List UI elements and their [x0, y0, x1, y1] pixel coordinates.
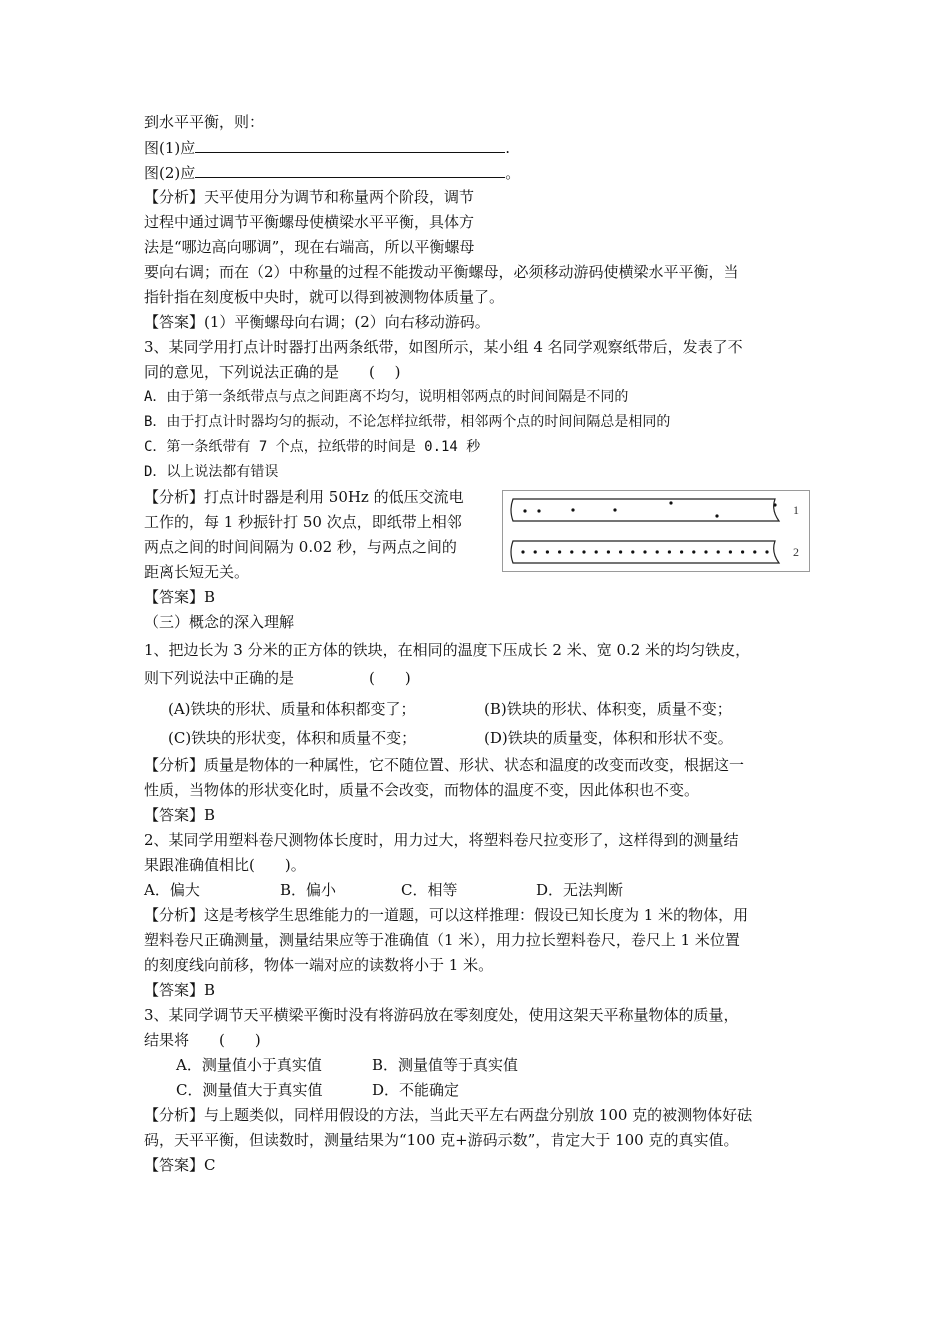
question-line: 3、某同学调节天平横梁平衡时没有将游码放在零刻度处，使用这架天平称量物体的质量，	[144, 1006, 739, 1024]
tape-1-dots	[523, 501, 776, 517]
tape-dot	[631, 550, 634, 553]
tape-dot	[704, 550, 707, 553]
fill-in-line-2	[144, 162, 520, 182]
analysis-line: 性质，当物体的形状变化时，质量不会改变，而物体的温度不变，因此体积也不变。	[144, 781, 700, 799]
tape-dot	[558, 550, 561, 553]
tape-dot	[613, 508, 616, 511]
tape-2-dots	[521, 550, 768, 553]
tape-dot	[595, 550, 598, 553]
text-line: 到水平平衡，则：	[144, 113, 265, 131]
tape-dot	[680, 550, 683, 553]
option-d: D．无法判断	[536, 881, 624, 899]
tape-dot	[765, 550, 768, 553]
question-line: 同的意见，下列说法正确的是 ( )	[144, 363, 401, 381]
question-line: 则下列说法中正确的是 ( )	[144, 669, 411, 687]
tape-dot	[571, 508, 574, 511]
punctuation: .	[505, 139, 511, 157]
analysis-line: 【分析】这是考核学生思维能力的一道题，可以这样推理：假设已知长度为 1 米的物体，用	[144, 906, 749, 924]
analysis-line: 指针指在刻度板中央时，就可以得到被测物体质量了。	[144, 288, 505, 306]
option-d: (D)铁块的质量变，体积和形状不变。	[484, 729, 733, 747]
answer-line: 【答案】C	[144, 1156, 216, 1174]
analysis-line: 过程中通过调节平衡螺母使横梁水平平衡，具体方	[144, 213, 475, 231]
analysis-line: 【分析】质量是物体的一种属性，它不随位置、形状、状态和温度的改变而改变，根据这一	[144, 756, 745, 774]
tape-dot	[521, 550, 524, 553]
answer-line: 【答案】B	[144, 981, 216, 999]
analysis-line: 法是“哪边高向哪调”，现在右端高，所以平衡螺母	[144, 238, 475, 256]
option-c: (C)铁块的形状变，体积和质量不变；	[168, 729, 417, 747]
question-line: 果跟准确值相比( )。	[144, 856, 306, 874]
analysis-line: 距离长短无关。	[144, 563, 250, 581]
tape-dot	[656, 550, 659, 553]
option-a: A．测量值小于真实值	[176, 1056, 322, 1074]
answer-line: 【答案】B	[144, 588, 216, 606]
option-d: D．以上说法都有错误	[144, 464, 279, 480]
punctuation: 。	[505, 164, 521, 182]
tape-dot	[537, 509, 540, 512]
tape-2-label: 2	[793, 545, 799, 559]
question-line: 1、把边长为 3 分米的正方体的铁块，在相同的温度下压成长 2 米、宽 0.2 米的均匀铁皮，	[144, 641, 751, 659]
option-a: A．由于第一条纸带点与点之间距离不均匀，说明相邻两点的时间间隔是不同的	[144, 389, 629, 405]
analysis-line: 塑料卷尺正确测量，测量结果应等于准确值（1 米），用力拉长塑料卷尺，卷尺上 1 米位置	[144, 931, 740, 949]
tape-dot	[741, 550, 744, 553]
answer-line: 【答案】B	[144, 806, 216, 824]
paper-tape-1	[511, 499, 779, 521]
analysis-line: 【分析】打点计时器是利用 50Hz 的低压交流电	[144, 488, 464, 506]
answer-blank[interactable]	[195, 162, 505, 178]
tape-dot	[534, 550, 537, 553]
question-line: 3、某同学用打点计时器打出两条纸带，如图所示，某小组 4 名同学观察纸带后，发表了不	[144, 338, 743, 356]
analysis-line: 【分析】天平使用分为调节和称量两个阶段，调节	[144, 188, 475, 206]
tape-dot	[715, 514, 718, 517]
fill-in-label: 图(2)应	[144, 164, 196, 182]
tape-1-label: 1	[793, 503, 799, 517]
tape-dot	[619, 550, 622, 553]
tape-dot	[753, 550, 756, 553]
tape-dot	[668, 550, 671, 553]
paper-tape-figure	[502, 490, 810, 572]
fill-in-label: 图(1)应	[144, 139, 196, 157]
paper-tape-diagram	[503, 491, 809, 571]
tape-dot	[570, 550, 573, 553]
option-a: A．偏大	[144, 881, 200, 899]
option-c: C．测量值大于真实值	[176, 1081, 323, 1099]
fill-in-line-1	[144, 137, 510, 157]
option-b: (B)铁块的形状、体积变，质量不变；	[484, 700, 732, 718]
tape-dot	[692, 550, 695, 553]
option-c: C．相等	[401, 881, 458, 899]
tape-dot	[669, 501, 672, 504]
option-c: C．第一条纸带有 7 个点，拉纸带的时间是 0.14 秒	[144, 439, 481, 455]
analysis-line: 【分析】与上题类似，同样用假设的方法，当此天平左右两盘分别放 100 克的被测物体好砝	[144, 1106, 753, 1124]
analysis-line: 的刻度线向前移，物体一端对应的读数将小于 1 米。	[144, 956, 494, 974]
analysis-line: 要向右调；而在（2）中称量的过程不能拨动平衡螺母，必须移动游码使横梁水平平衡，当	[144, 263, 739, 281]
analysis-line: 码，天平平衡，但读数时，测量结果为“100 克+游码示数”，肯定大于 100 克的真实值。	[144, 1131, 739, 1149]
tape-dot	[582, 550, 585, 553]
tape-dot	[607, 550, 610, 553]
option-a: (A)铁块的形状、质量和体积都变了；	[168, 700, 416, 718]
option-b: B．偏小	[280, 881, 337, 899]
tape-dot	[729, 550, 732, 553]
option-b: B．由于打点计时器均匀的振动，不论怎样拉纸带，相邻两个点的时间间隔总是相同的	[144, 414, 671, 430]
section-heading: （三）概念的深入理解	[144, 613, 295, 631]
question-line: 结果将 ( )	[144, 1031, 261, 1049]
answer-line: 【答案】(1）平衡螺母向右调；(2）向右移动游码。	[144, 313, 490, 331]
analysis-line: 两点之间的时间间隔为 0.02 秒，与两点之间的	[144, 538, 457, 556]
tape-dot	[546, 550, 549, 553]
analysis-line: 工作的，每 1 秒振针打 50 次点，即纸带上相邻	[144, 513, 462, 531]
tape-dot	[523, 509, 526, 512]
option-b: B．测量值等于真实值	[372, 1056, 519, 1074]
option-d: D．不能确定	[372, 1081, 460, 1099]
answer-blank[interactable]	[195, 137, 505, 153]
tape-dot	[773, 503, 776, 506]
tape-dot	[643, 550, 646, 553]
tape-dot	[717, 550, 720, 553]
question-line: 2、某同学用塑料卷尺测物体长度时，用力过大，将塑料卷尺拉变形了，这样得到的测量结	[144, 831, 739, 849]
